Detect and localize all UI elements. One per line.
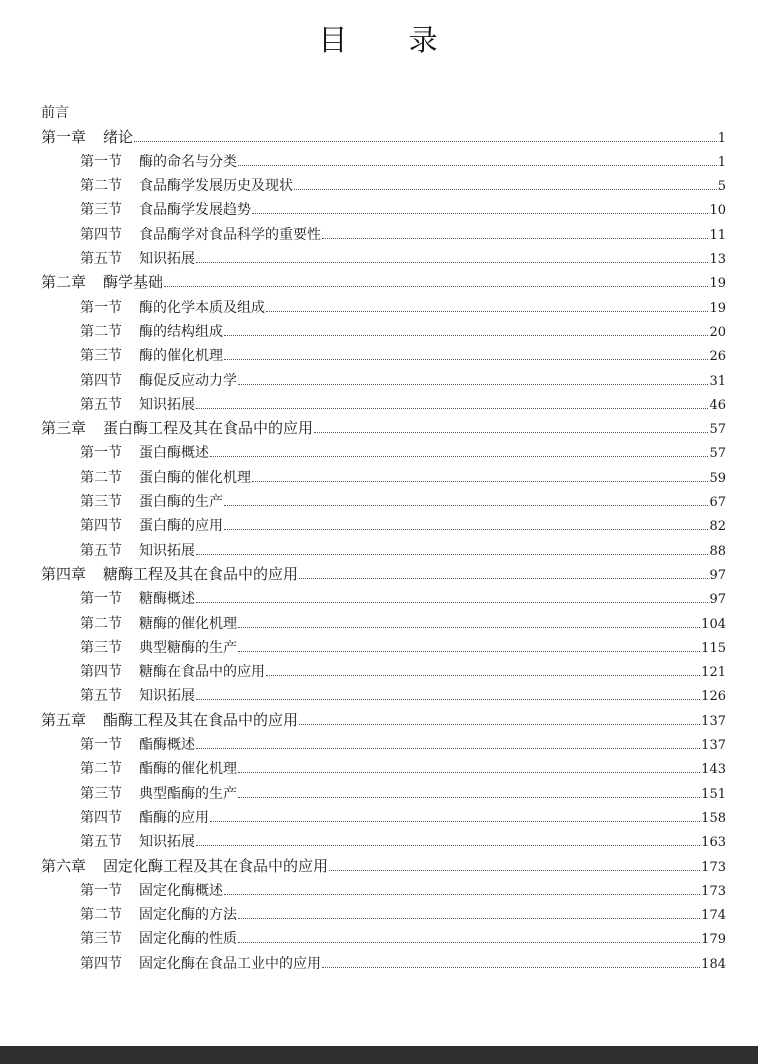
toc-entry-label: 固定化酶工程及其在食品中的应用 [103,856,329,875]
page-title-char-2: 录 [408,23,440,57]
dot-leader [196,262,708,263]
dot-leader [164,286,708,287]
dot-leader [196,748,700,749]
toc-entry-label: 糖酶工程及其在食品中的应用 [103,564,299,583]
toc-section-entry[interactable] [41,317,726,341]
toc-section-entry[interactable] [41,341,726,365]
toc-entry-label: 酯酶的应用 [139,809,209,826]
toc-entry-number: 第三节 [80,494,122,511]
toc-page-number: 97 [709,592,726,608]
toc-page-number: 13 [709,252,726,268]
toc-entry-number: 第一章 [41,127,87,146]
toc-section-entry[interactable] [41,924,726,948]
toc-entry-label: 酶的催化机理 [139,348,223,365]
toc-entry-number: 第四节 [80,518,122,535]
toc-page-number: 46 [709,397,726,413]
dot-leader [196,408,708,409]
toc-page-number: 26 [709,349,726,365]
toc-entry-number: 第五节 [80,688,122,705]
toc-section-entry[interactable] [41,584,726,608]
toc-entry-number: 第四节 [80,664,122,681]
toc-page-number: 151 [701,786,726,802]
toc-page-number: 5 [717,179,726,195]
toc-section-entry[interactable] [41,147,726,171]
toc-entry-label: 酶的命名与分类 [139,153,237,170]
toc-entry-number: 第一节 [80,445,122,462]
dot-leader [196,699,700,700]
dot-leader [252,213,708,214]
toc-entry-label: 典型糖酶的生产 [139,639,237,656]
dot-leader [224,894,700,895]
toc-section-entry[interactable] [41,608,726,632]
toc-entry-number: 第六章 [41,856,87,875]
toc-page-number: 88 [709,543,726,559]
toc-entry-number: 第二节 [80,907,122,924]
toc-page-number: 57 [709,446,726,462]
toc-entry-number: 第三节 [80,931,122,948]
toc-entry-label: 酯酶工程及其在食品中的应用 [103,710,299,729]
toc-page-number: 1 [717,130,726,146]
toc-section-entry[interactable] [41,195,726,219]
toc-section-entry[interactable] [41,438,726,462]
dot-leader [224,359,708,360]
toc-entry-number: 第一节 [80,153,122,170]
toc-entry-label: 知识拓展 [139,834,195,851]
dot-leader [196,845,700,846]
toc-page-number: 179 [701,932,726,948]
toc-section-entry[interactable] [41,948,726,972]
toc-entry-number: 第二节 [80,323,122,340]
toc-entry-number: 第三节 [80,202,122,219]
dot-leader [224,529,708,530]
toc-entry-number: 第三节 [80,348,122,365]
toc-entry-number: 第二章 [41,273,87,292]
toc-entry-label: 典型酯酶的生产 [139,785,237,802]
toc-section-entry[interactable] [41,511,726,535]
toc-entry-label: 绪论 [103,127,134,146]
toc-page-number: 57 [709,422,726,438]
toc-entry-label: 食品酶学发展历史及现状 [139,178,293,195]
dot-leader [322,238,708,239]
toc-entry-number: 第二节 [80,615,122,632]
dot-leader [210,456,708,457]
toc-page-number: 121 [701,665,726,681]
toc-section-entry[interactable] [41,657,726,681]
toc-entry-label: 前言 [41,105,69,122]
page-title-char-1: 目 [318,23,350,57]
toc-page-number: 173 [701,859,726,875]
dot-leader [314,432,708,433]
dot-leader [322,967,700,968]
toc-entry-label: 酶促反应动力学 [139,372,237,389]
toc-section-entry[interactable] [41,535,726,559]
toc-entry-label: 固定化酶的方法 [139,907,237,924]
footer-bar [0,1046,758,1064]
toc-entry-number: 第四章 [41,564,87,583]
toc-entry-label: 糖酶在食品中的应用 [139,664,265,681]
toc-section-entry[interactable] [41,778,726,802]
toc-page-number: 19 [709,276,726,292]
dot-leader [238,797,700,798]
toc-section-entry[interactable] [41,900,726,924]
toc-section-entry[interactable] [41,390,726,414]
toc-entry-label: 固定化酶在食品工业中的应用 [139,955,321,972]
toc-entry-label: 固定化酶的性质 [139,931,237,948]
toc-entry-number: 第三节 [80,639,122,656]
dot-leader [238,165,717,166]
toc-page-number: 137 [701,713,726,729]
toc-entry-label: 酯酶概述 [139,737,195,754]
table-of-contents [41,98,726,973]
toc-page-number: 11 [709,227,726,243]
toc-section-entry[interactable] [41,681,726,705]
toc-entry-number: 第二节 [80,761,122,778]
toc-chapter-entry[interactable] [41,122,726,146]
toc-entry-number: 第一节 [80,882,122,899]
dot-leader [299,578,708,579]
toc-page-number: 115 [701,640,726,656]
toc-section-entry[interactable] [41,219,726,243]
toc-page-number: 59 [709,470,726,486]
toc-entry-label: 食品酶学对食品科学的重要性 [139,226,321,243]
toc-page-number: 174 [701,908,726,924]
toc-entry-number: 第二节 [80,178,122,195]
dot-leader [266,311,708,312]
toc-page-number: 158 [701,810,726,826]
dot-leader [238,772,700,773]
toc-section-entry[interactable] [41,633,726,657]
toc-section-entry[interactable] [41,292,726,316]
toc-page-number: 67 [709,495,726,511]
dot-leader [238,627,700,628]
toc-chapter-entry[interactable] [41,268,726,292]
dot-leader [134,141,717,142]
page-title [0,18,758,59]
toc-entry-label: 蛋白酶的催化机理 [139,469,251,486]
toc-entry-label: 蛋白酶的应用 [139,518,223,535]
toc-entry-number: 第一节 [80,591,122,608]
toc-entry-label: 知识拓展 [139,542,195,559]
toc-entry-number: 第四节 [80,226,122,243]
toc-chapter-entry[interactable] [41,851,726,875]
toc-entry-number: 第三节 [80,785,122,802]
toc-entry-number: 第二节 [80,469,122,486]
toc-section-entry[interactable] [41,244,726,268]
toc-entry-label: 食品酶学发展趋势 [139,202,251,219]
toc-entry-label: 知识拓展 [139,251,195,268]
toc-entry-number: 第五节 [80,251,122,268]
toc-chapter-entry[interactable] [41,705,726,729]
toc-page-number: 97 [709,567,726,583]
toc-entry-number: 第四节 [80,372,122,389]
toc-entry-number: 第一节 [80,299,122,316]
toc-page-number: 184 [701,956,726,972]
toc-entry-label: 蛋白酶概述 [139,445,209,462]
toc-page-number: 1 [717,154,726,170]
dot-leader [238,651,700,652]
toc-chapter-entry[interactable] [41,560,726,584]
toc-entry-number: 第五章 [41,710,87,729]
toc-section-entry[interactable] [41,754,726,778]
toc-entry-label: 酶的结构组成 [139,323,223,340]
toc-page-number: 126 [701,689,726,705]
toc-page-number: 173 [701,883,726,899]
toc-section-entry[interactable] [41,487,726,511]
toc-page-number: 137 [701,738,726,754]
toc-section-entry[interactable] [41,876,726,900]
toc-preface-entry[interactable] [41,98,726,122]
dot-leader [294,189,717,190]
toc-section-entry[interactable] [41,730,726,754]
toc-page-number: 10 [709,203,726,219]
toc-page-number: 104 [701,616,726,632]
toc-entry-label: 蛋白酶的生产 [139,494,223,511]
dot-leader [238,918,700,919]
dot-leader [299,724,700,725]
dot-leader [196,554,708,555]
dot-leader [266,675,700,676]
toc-entry-number: 第四节 [80,809,122,826]
toc-entry-label: 糖酶概述 [139,591,195,608]
toc-page-number: 19 [709,300,726,316]
toc-entry-label: 酯酶的催化机理 [139,761,237,778]
toc-entry-label: 酶学基础 [103,273,164,292]
toc-entry-number: 第五节 [80,396,122,413]
toc-page-number: 163 [701,835,726,851]
toc-page-number: 31 [709,373,726,389]
toc-chapter-entry[interactable] [41,414,726,438]
toc-entry-label: 知识拓展 [139,396,195,413]
toc-section-entry[interactable] [41,365,726,389]
dot-leader [224,335,708,336]
toc-entry-number: 第三章 [41,419,87,438]
toc-entry-label: 酶的化学本质及组成 [139,299,265,316]
toc-section-entry[interactable] [41,803,726,827]
toc-page-number: 82 [709,519,726,535]
dot-leader [238,942,700,943]
toc-entry-number: 第五节 [80,542,122,559]
toc-section-entry[interactable] [41,827,726,851]
dot-leader [329,870,700,871]
dot-leader [238,384,708,385]
toc-entry-label: 糖酶的催化机理 [139,615,237,632]
toc-entry-number: 第一节 [80,737,122,754]
toc-page-number: 20 [709,324,726,340]
toc-entry-label: 知识拓展 [139,688,195,705]
toc-section-entry[interactable] [41,171,726,195]
toc-section-entry[interactable] [41,462,726,486]
toc-entry-number: 第四节 [80,955,122,972]
toc-entry-number: 第五节 [80,834,122,851]
dot-leader [210,821,700,822]
dot-leader [252,481,708,482]
dot-leader [224,505,708,506]
toc-entry-label: 固定化酶概述 [139,882,223,899]
toc-page-number: 143 [701,762,726,778]
dot-leader [196,602,708,603]
toc-entry-label: 蛋白酶工程及其在食品中的应用 [103,419,314,438]
